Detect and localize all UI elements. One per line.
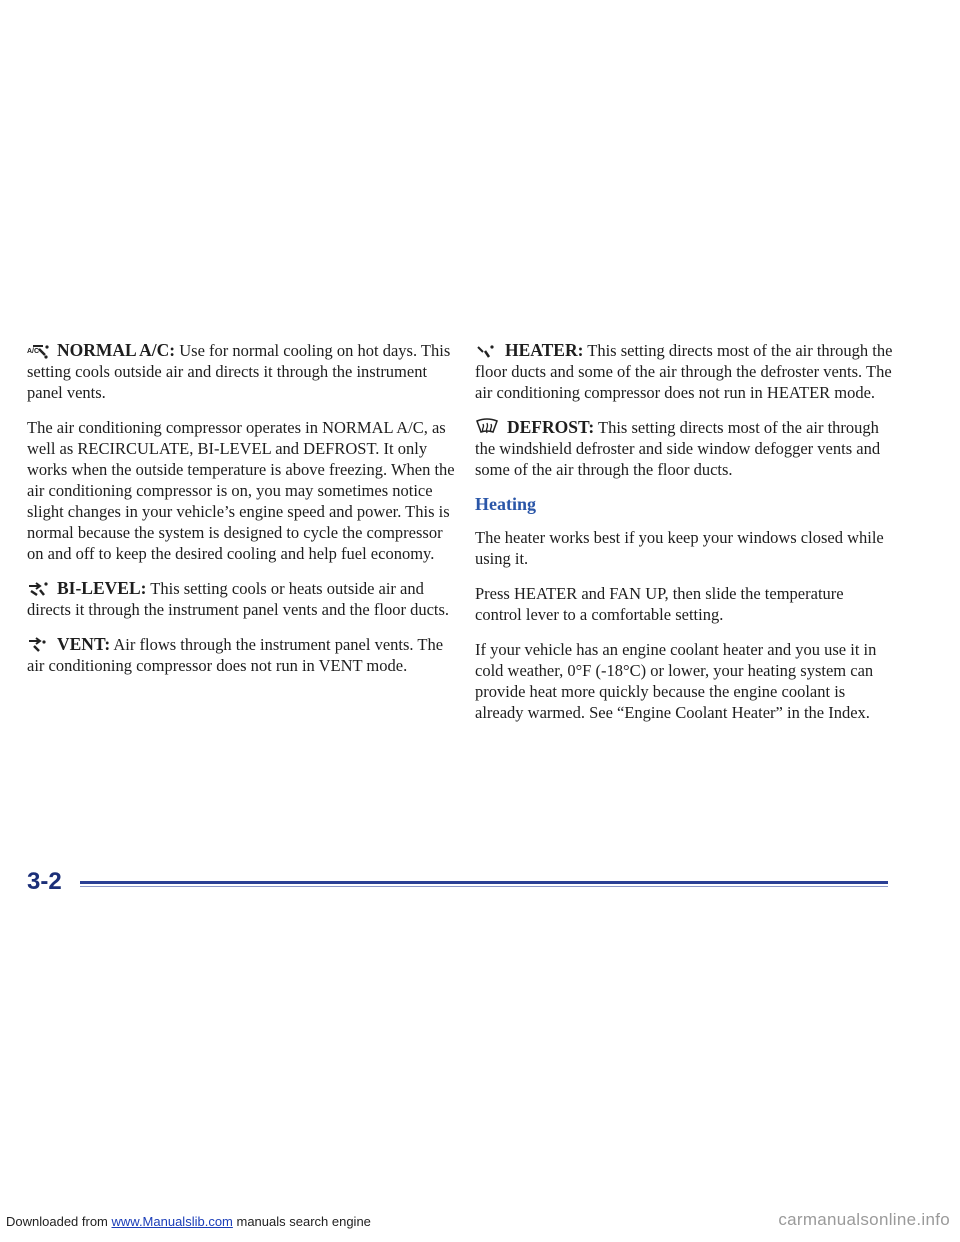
heater-paragraph [475,340,893,403]
vent-paragraph [27,634,457,676]
carmanuals-watermark: carmanualsonline.info [778,1210,950,1229]
normal-ac-mode-icon [27,343,49,359]
manualslib-link[interactable]: www.Manualslib.com [111,1214,233,1229]
defrost-paragraph [475,417,893,480]
left-column [27,340,457,690]
vent-text: Air flows through the instrument panel vents. The air conditioning compressor does not run in VENT mode. [27,635,444,675]
watermark-suffix: manuals search engine [232,1214,371,1229]
heating-heading: Heating [475,494,536,514]
bi-level-paragraph [27,578,457,620]
vent-term: VENT: [57,634,111,654]
defrost-text: This setting directs most of the air through the windshield defroster and side window defogger vents and some of the air through the floor ducts. [475,418,881,479]
right-column [475,340,893,737]
heater-text: This setting directs most of the air through the floor ducts and some of the air through the defroster vents. The air conditioning compressor does not run in HEATER mode. [475,341,893,402]
svg-text:A/C: A/C [27,348,40,355]
bi-level-term: BI-LEVEL: [57,578,147,598]
bi-level-text: This setting cools or heats outside air and directs it through the instrument panel vents and the floor ducts. [27,579,450,619]
heater-term: HEATER: [505,340,584,360]
defrost-mode-icon [475,418,499,436]
download-watermark [6,1214,371,1229]
compressor-paragraph: The air conditioning compressor operates in NORMAL A/C, as well as RECIRCULATE, BI-LEVEL and DEFROST. It only works when the outside temperature is above freezing. When the air conditioning compressor is on, you may sometimes notice slight changes in your vehicle’s engine speed and power. This is normal because the system is designed to cycle the compressor on and off to keep the desired cooling and help fuel economy. [27,418,455,563]
normal-ac-text: Use for normal cooling on hot days. This setting cools outside air and directs it through the instrument panel vents. [27,341,451,402]
defrost-term: DEFROST: [507,417,595,437]
heater-mode-icon [475,343,497,359]
watermark-prefix: Downloaded from [6,1214,112,1229]
vent-mode-icon [27,637,49,653]
page-number: 3-2 [27,868,62,895]
bi-level-mode-icon [27,581,49,597]
heating-paragraph-1: The heater works best if you keep your windows closed while using it. [475,528,884,568]
footer-rule [80,881,888,884]
heating-paragraph-2: Press HEATER and FAN UP, then slide the temperature control lever to a comfortable setting. [475,584,844,624]
heating-paragraph-3: If your vehicle has an engine coolant heater and you use it in cold weather, 0°F (-18°C) or lower, your heating system can provide heat more quickly because the engine coolant is already warmed. See “Engine Coolant Heater” in the Index. [475,640,877,722]
footer-rule-thin [80,886,888,887]
normal-ac-paragraph [27,340,457,403]
normal-ac-term: NORMAL A/C: [57,340,176,360]
